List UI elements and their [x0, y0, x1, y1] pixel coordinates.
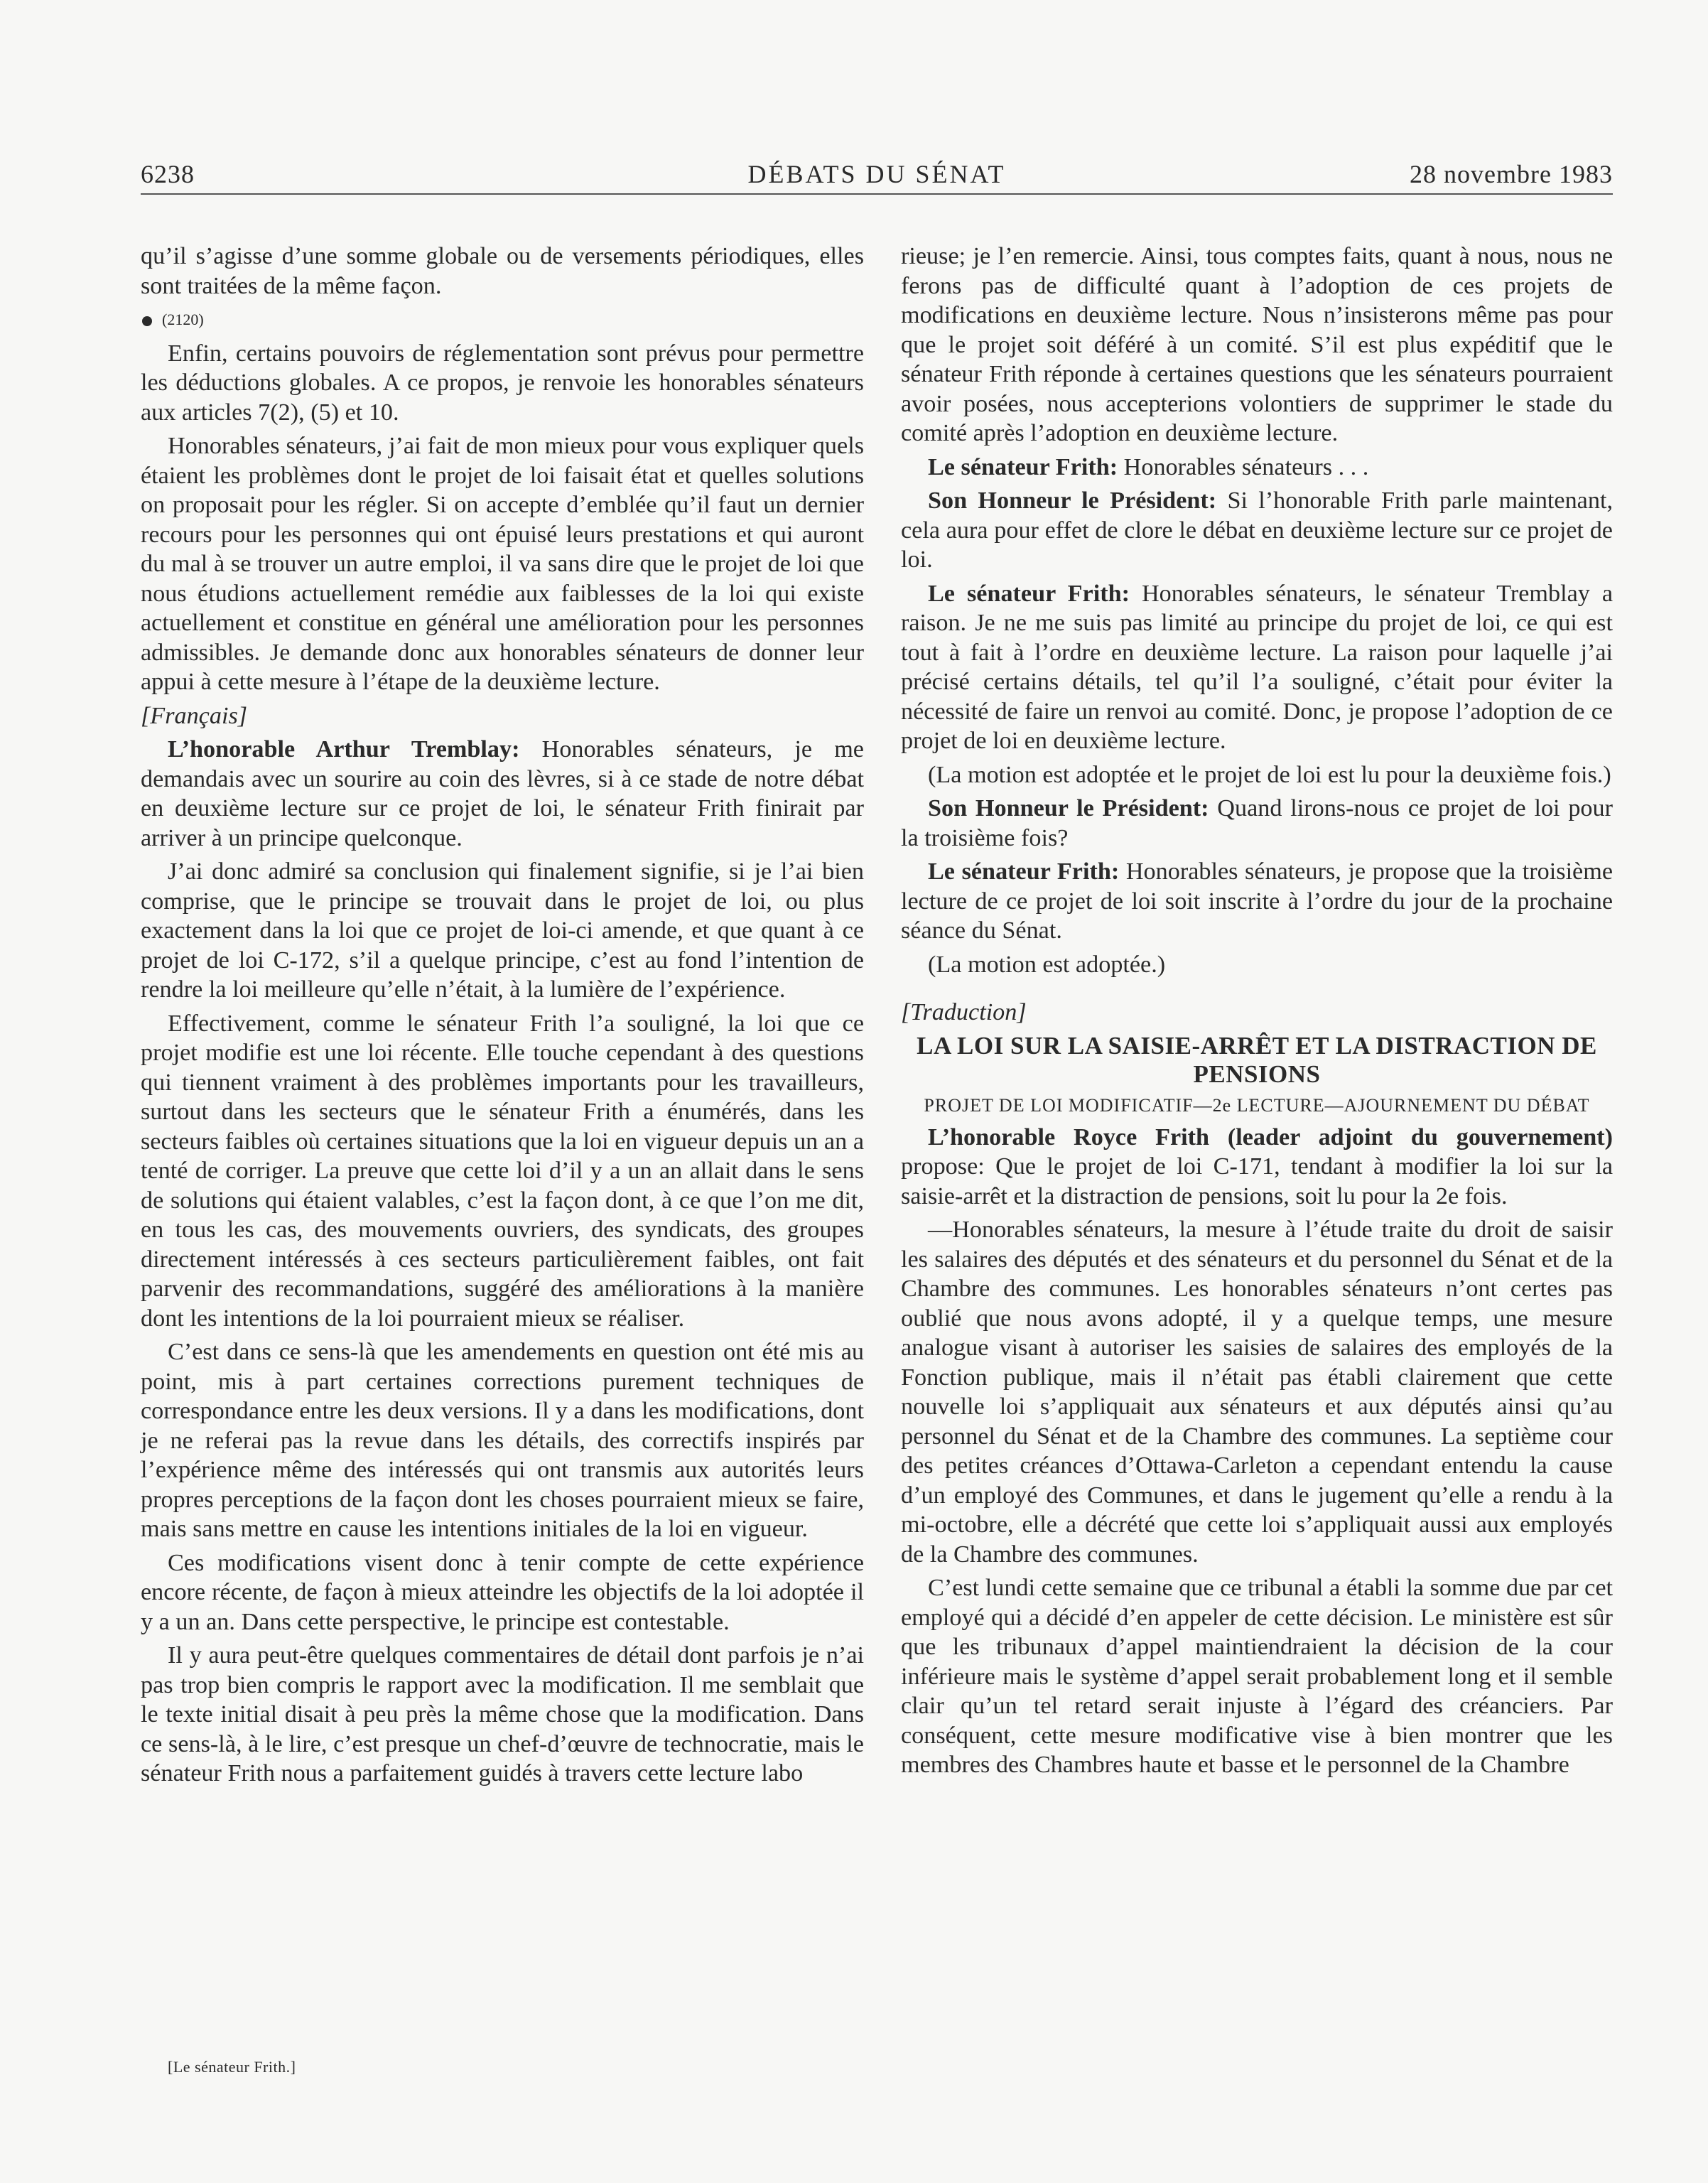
- paragraph: qu’il s’agisse d’une somme globale ou de versements périodiques, elles sont traitées de la même façon.: [141, 243, 864, 299]
- paragraph: J’ai donc admiré sa conclusion qui finalement signifie, si je l’ai bien comprise, que le principe se trouvait dans le projet de loi, ou plus exactement dans la loi que ce projet de loi-ci amende, et que quant à ce projet de loi C-172, s’il a quelque principe, c’est au fond l’intention de rendre la loi meilleure qu’elle n’était, à la lumière de l’expérience.: [141, 858, 864, 1003]
- paragraph: Il y aura peut-être quelques commentaires de détail dont parfois je n’ai pas trop bien compris le rapport avec la modification. Il me semblait que le texte initial disait à peu près la même chose que la modification. Dans ce sens-là, à le lire, c’est presque un chef-d’œuvre de technocratie, mais le sénateur Frith nous a parfaitement guidés à travers cette lecture labo: [141, 1642, 864, 1786]
- paragraph: [141, 735, 864, 853]
- speaker-name: Son Honneur le Président:: [928, 487, 1217, 514]
- paragraph: —Honorables sénateurs, la mesure à l’étude traite du droit de saisir les salaires des députés et des sénateurs et du personnel du Sénat et de la Chambre des communes. Les honorables sénateurs n’ont certes pas oublié que nous avons adopté, il y a quelque temps, une mesure analogue visant à autoriser les saisies de salaires des employés de la Fonction publique, mais il n’était pas établi clairement que cette nouvelle loi s’appliquait aux sénateurs et aux députés ainsi qu’au personnel du Sénat et de la Chambre des communes. La septième cour des petites créances d’Ottawa-Carleton a cependant entendu la cause d’un employé des Communes, et dans le jugement qu’elle a rendu à la mi-octobre, elle a décrété que cette loi s’appliquait aussi aux employés de la Chambre des communes.: [901, 1217, 1613, 1568]
- page-number: 6238: [141, 160, 195, 188]
- paragraph: [901, 857, 1613, 946]
- speaker-name: Le sénateur Frith:: [928, 453, 1118, 480]
- left-column: [141, 242, 864, 1793]
- speech-text: Quand lirons-nous ce projet de loi pour la troisième fois?: [901, 795, 1613, 851]
- paragraph: [901, 794, 1613, 853]
- right-column: [901, 242, 1613, 1784]
- speaker-name: Son Honneur le Président:: [928, 795, 1209, 821]
- speaker-name: Le sénateur Frith:: [928, 580, 1130, 607]
- paragraph: rieuse; je l’en remercie. Ainsi, tous comptes faits, quant à nous, nous ne ferons pas de difficulté quant à l’adoption de ces projets de modifications en deuxième lecture. Nous n’insisterons même pas pour que le projet soit déféré à un comité. S’il est plus expéditif que le sénateur Frith réponde à certaines questions que les sénateurs pourraient avoir posées, nous accepterions volontiers de supprimer le stade du comité après l’adoption en deuxième lecture.: [901, 243, 1613, 446]
- speaker-name: Le sénateur Frith:: [928, 858, 1120, 885]
- speaker-name: L’honorable Royce Frith (leader adjoint du gouvernement): [928, 1123, 1613, 1150]
- paragraph: (La motion est adoptée et le projet de loi est lu pour la deuxième fois.): [928, 761, 1611, 788]
- paragraph: Ces modifications visent donc à tenir compte de cette expérience encore récente, de façon à mieux atteindre les objectifs de la loi adoptée il y a un an. Dans cette perspective, le principe est contestable.: [141, 1549, 864, 1635]
- section-subheading: PROJET DE LOI MODIFICATIF—2e LECTURE—AJOURNEMENT DU DÉBAT: [924, 1094, 1590, 1116]
- footer-note: [Le sénateur Frith.]: [168, 2058, 296, 2076]
- speech-text: propose: Que le projet de loi C-171, tendant à modifier la loi sur la saisie-arrêt et la distraction de pensions, soit lu pour la 2e fois.: [901, 1153, 1613, 1209]
- paragraph: C’est dans ce sens-là que les amendements en question ont été mis au point, mis à part certaines corrections purement techniques de correspondance entre les deux versions. Il y a dans les modifications, dont je ne referai pas la revue dans les détails, des correctifs inspirés par l’expérience même des intéressés qui ont transmis aux autorités leurs propres perceptions de la façon dont les choses pourraient mieux se faire, mais sans mettre en cause les intentions initiales de la loi en vigueur.: [141, 1339, 864, 1542]
- speech-text: Honorables sénateurs . . .: [1118, 453, 1369, 480]
- speech-text: Honorables sénateurs, je propose que la troisième lecture de ce projet de loi soit inscrite à l’ordre du jour de la prochaine séance du Sénat.: [901, 858, 1614, 944]
- paragraph: [901, 453, 1613, 483]
- time-marker: [141, 305, 864, 335]
- bullet-icon: [142, 316, 152, 326]
- page-date: 28 novembre 1983: [1410, 160, 1613, 188]
- paragraph: [901, 1123, 1613, 1212]
- speech-text: Si l’honorable Frith parle maintenant, cela aura pour effet de clore le débat en deuxième lecture sur ce projet de loi.: [901, 487, 1613, 573]
- paragraph: (La motion est adoptée.): [928, 951, 1166, 978]
- language-tag: [Traduction]: [901, 999, 1027, 1025]
- paragraph: [901, 486, 1613, 575]
- speaker-name: L’honorable Arthur Tremblay:: [168, 736, 520, 762]
- paragraph: Effectivement, comme le sénateur Frith l’a souligné, la loi que ce projet modifie est une loi récente. Elle touche cependant à des questions qui tiennent vraiment à des problèmes importants pour les travailleurs, surtout dans les secteurs que le sénateur Frith a énumérés, dans les secteurs faibles où certaines situations que la loi en vigueur depuis un an a tenté de corriger. La preuve que cette loi d’il y a un an allait dans le sens de solutions qui étaient valables, c’est la façon dont, à ce que l’on me dit, en tous les cas, des mouvements ouvriers, des syndicats, des groupes directement intéressés à ces secteurs particulièrement faibles, ont fait parvenir des recommandations, suggéré des améliorations à la manière dont les intentions de la loi pourraient mieux se réaliser.: [141, 1010, 864, 1332]
- time-marker-text: (2120): [162, 311, 204, 328]
- paragraph: Honorables sénateurs, j’ai fait de mon mieux pour vous expliquer quels étaient les problèmes dont le projet de loi faisait état et quelles solutions on proposait pour les régler. Si on accepte d’emblée qu’il faut un dernier recours pour les personnes qui ont épuisé leurs prestations et qui auront du mal à se trouver un autre emploi, il va sans dire que le projet de loi que nous étudions actuellement remédie aux faiblesses de la loi qui existe actuellement et constitue en général une amélioration pour les personnes admissibles. Je demande donc aux honorables sénateurs de donner leur appui à cette mesure à l’étape de la deuxième lecture.: [141, 433, 864, 695]
- paragraph: [901, 579, 1613, 756]
- page-header: [141, 155, 1613, 195]
- speech-text: Honorables sénateurs, je me demandais avec un sourire au coin des lèvres, si à ce stade de notre débat en deuxième lecture sur ce projet de loi, le sénateur Frith finirait par arriver à un principe quelconque.: [141, 736, 864, 851]
- paragraph: Enfin, certains pouvoirs de réglementation sont prévus pour permettre les déductions globales. A ce propos, je renvoie les honorables sénateurs aux articles 7(2), (5) et 10.: [141, 340, 864, 426]
- paragraph: C’est lundi cette semaine que ce tribunal a établi la somme due par cet employé qui a décidé d’en appeler de cette décision. Le ministère est sûr que les tribunaux d’appel maintiendraient la décision de la cour inférieure mais le système d’appel serait probablement long et il semble clair qu’un tel retard serait injuste à l’égard des créanciers. Par conséquent, cette mesure modificative vise à bien montrer que les membres des Chambres haute et basse et le personnel de la Chambre: [901, 1575, 1613, 1778]
- speech-text: Honorables sénateurs, le sénateur Tremblay a raison. Je ne me suis pas limité au principe du projet de loi, ce qui est tout à fait à l’ordre en deuxième lecture. La raison pour laquelle j’ai précisé certains détails, tel qu’il l’a souligné, c’était pour éviter la nécessité de faire un renvoi au comité. Donc, je propose l’adoption de ce projet de loi en deuxième lecture.: [901, 580, 1613, 754]
- section-heading: LA LOI SUR LA SAISIE-ARRÊT ET LA DISTRACTION DE PENSIONS: [917, 1031, 1597, 1088]
- running-title: DÉBATS DU SÉNAT: [747, 160, 1006, 188]
- language-tag: [Français]: [141, 702, 248, 729]
